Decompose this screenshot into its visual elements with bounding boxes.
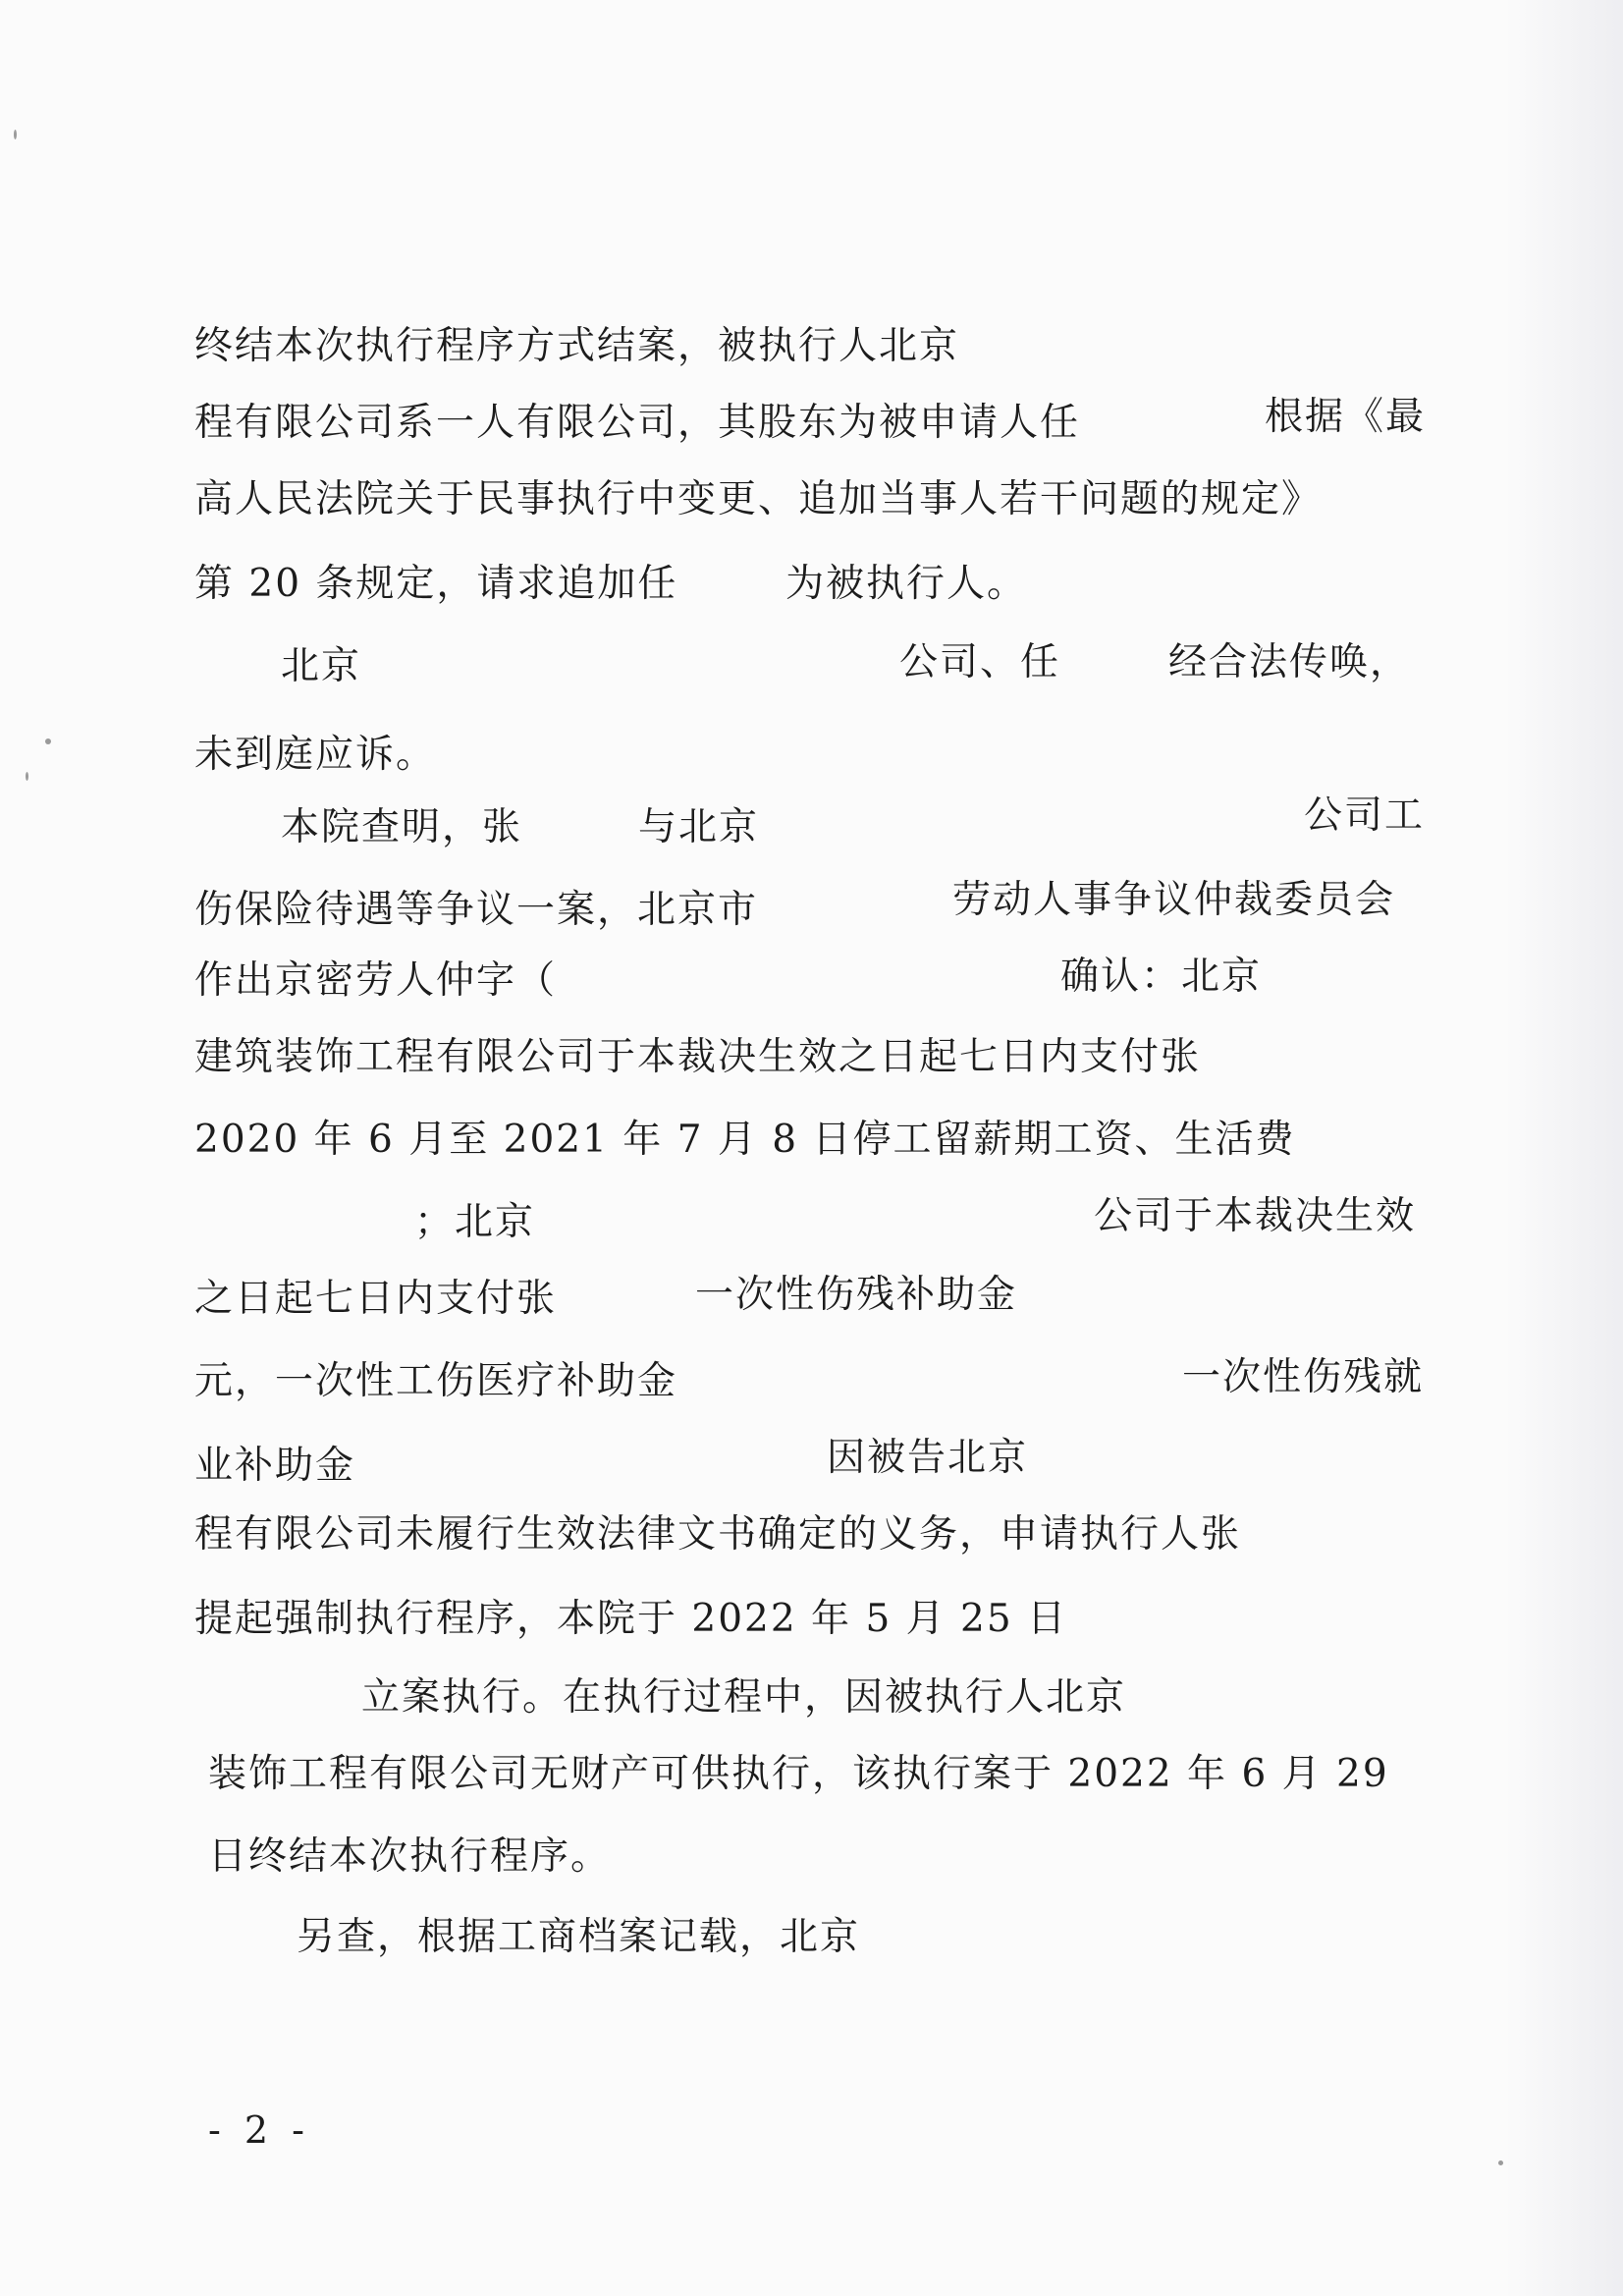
text-line: 提起强制执行程序，本院于 2022 年 5 月 25 日: [194, 1597, 1068, 1641]
text-line: 公司工: [1304, 793, 1426, 838]
text-line: 第 20 条规定，请求追加任: [194, 562, 678, 606]
text-line: 劳动人事争议仲裁委员会: [952, 878, 1396, 922]
text-line: 程有限公司系一人有限公司，其股东为被申请人任: [194, 401, 1081, 445]
text-line: 公司、任: [899, 640, 1061, 684]
scan-speck: [1498, 2160, 1503, 2165]
text-line: 业补助金: [194, 1444, 356, 1488]
text-line: 之日起七日内支付张: [194, 1277, 558, 1321]
text-line: 作出京密劳人仲字（: [194, 958, 558, 1003]
text-line: 程有限公司未履行生效法律文书确定的义务，申请执行人张: [194, 1512, 1242, 1557]
text-line: 未到庭应诉。: [194, 733, 437, 777]
text-line: 2020 年 6 月至 2021 年 7 月 8 日停工留薪期工资、生活费: [194, 1118, 1296, 1162]
text-line: 本院查明，张: [281, 805, 523, 849]
text-line: 一次性伤残补助金: [695, 1273, 1018, 1317]
scan-speck: [14, 130, 17, 139]
text-line: 一次性伤残就: [1182, 1355, 1425, 1399]
scan-speck: [26, 772, 28, 781]
text-line: 装饰工程有限公司无财产可供执行，该执行案于 2022 年 6 月 29: [208, 1752, 1389, 1796]
text-line: 经合法传唤，: [1168, 640, 1411, 684]
text-line: 为被执行人。: [785, 562, 1028, 606]
text-line: 北京: [281, 644, 362, 688]
text-line: 根据《最: [1265, 395, 1427, 439]
text-line: 立案执行。在执行过程中，因被执行人北京: [361, 1675, 1127, 1720]
scan-speck: [45, 738, 51, 744]
text-line: 建筑装饰工程有限公司于本裁决生效之日起七日内支付张: [194, 1035, 1202, 1079]
text-line: 确认：北京: [1060, 955, 1263, 999]
page-number: - 2 -: [208, 2108, 311, 2152]
text-line: 公司于本裁决生效: [1094, 1194, 1417, 1238]
text-line: 高人民法院关于民事执行中变更、追加当事人若干问题的规定》: [194, 477, 1323, 521]
text-line: 因被告北京: [827, 1436, 1029, 1480]
text-line: 元，一次性工伤医疗补助金: [194, 1359, 678, 1403]
text-line: 日终结本次执行程序。: [208, 1834, 612, 1879]
text-line: ；北京: [414, 1200, 536, 1244]
text-line: 另查，根据工商档案记载，北京: [297, 1915, 861, 1959]
text-line: 终结本次执行程序方式结案，被执行人北京: [194, 324, 960, 368]
text-line: 伤保险待遇等争议一案，北京市: [194, 888, 759, 932]
text-line: 与北京: [638, 805, 760, 849]
scan-edge-shadow: [1505, 0, 1623, 2296]
